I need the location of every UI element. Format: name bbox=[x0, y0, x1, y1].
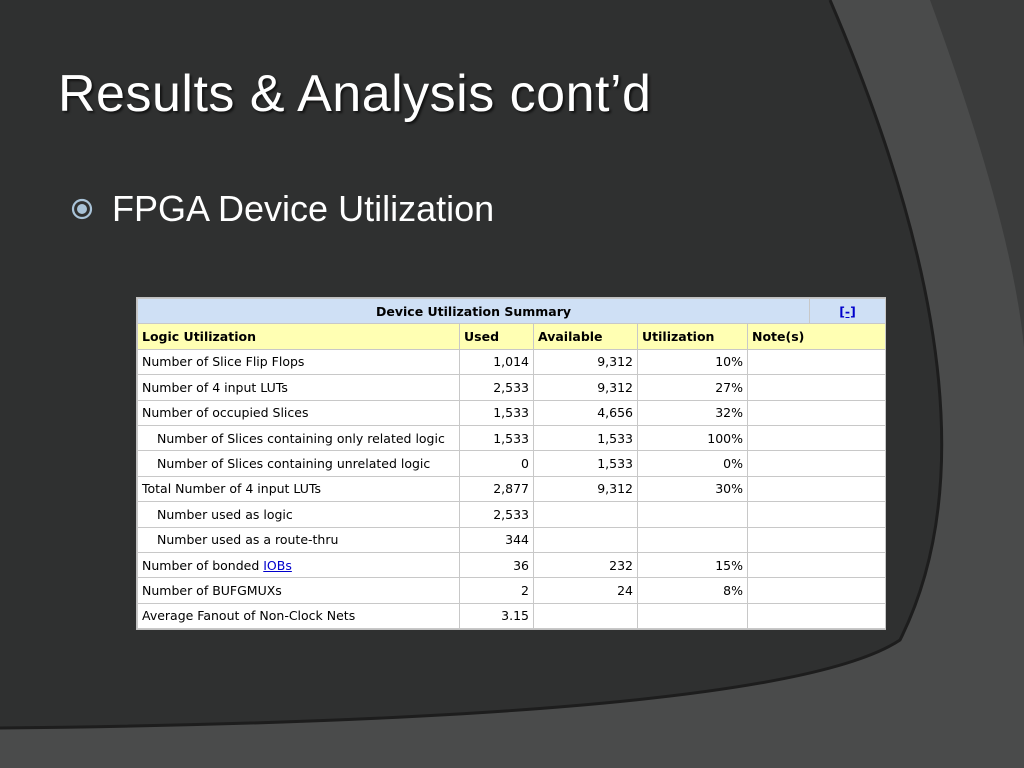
collapse-toggle-cell bbox=[810, 299, 886, 324]
used-value: 36 bbox=[460, 552, 534, 577]
table-row bbox=[138, 349, 886, 374]
row-label: Number of 4 input LUTs bbox=[138, 375, 460, 400]
utilization-value: 8% bbox=[638, 578, 748, 603]
table-row bbox=[138, 578, 886, 603]
available-value: 9,312 bbox=[534, 349, 638, 374]
collapse-toggle-link[interactable]: [-] bbox=[839, 303, 856, 319]
used-value: 1,533 bbox=[460, 400, 534, 425]
column-header-notes: Note(s) bbox=[748, 324, 886, 349]
row-label: Number used as logic bbox=[138, 502, 460, 527]
bullet-item bbox=[70, 188, 494, 230]
row-label: Number used as a route-thru bbox=[138, 527, 460, 552]
available-value bbox=[534, 603, 638, 628]
device-utilization-table bbox=[136, 297, 886, 630]
table-row bbox=[138, 375, 886, 400]
table-row bbox=[138, 527, 886, 552]
row-label: Number of BUFGMUXs bbox=[138, 578, 460, 603]
available-value: 9,312 bbox=[534, 476, 638, 501]
used-value: 344 bbox=[460, 527, 534, 552]
note-value bbox=[748, 603, 886, 628]
utilization-value: 10% bbox=[638, 349, 748, 374]
table-row bbox=[138, 603, 886, 628]
row-label bbox=[138, 552, 460, 577]
used-value: 3.15 bbox=[460, 603, 534, 628]
available-value: 9,312 bbox=[534, 375, 638, 400]
utilization-value bbox=[638, 527, 748, 552]
available-value bbox=[534, 502, 638, 527]
utilization-value: 30% bbox=[638, 476, 748, 501]
table-row bbox=[138, 451, 886, 476]
column-header-used: Used bbox=[460, 324, 534, 349]
used-value: 2 bbox=[460, 578, 534, 603]
utilization-value: 27% bbox=[638, 375, 748, 400]
utilization-value bbox=[638, 502, 748, 527]
table-row bbox=[138, 400, 886, 425]
row-label: Number of Slices containing unrelated logic bbox=[138, 451, 460, 476]
table-row bbox=[138, 476, 886, 501]
column-header-utilization: Utilization bbox=[638, 324, 748, 349]
note-value bbox=[748, 349, 886, 374]
note-value bbox=[748, 400, 886, 425]
note-value bbox=[748, 527, 886, 552]
note-value bbox=[748, 476, 886, 501]
table-title: Device Utilization Summary bbox=[138, 299, 810, 324]
available-value: 232 bbox=[534, 552, 638, 577]
utilization-value: 15% bbox=[638, 552, 748, 577]
row-label: Total Number of 4 input LUTs bbox=[138, 476, 460, 501]
note-value bbox=[748, 502, 886, 527]
used-value: 2,533 bbox=[460, 502, 534, 527]
row-label: Number of Slices containing only related logic bbox=[138, 425, 460, 450]
utilization-value: 100% bbox=[638, 425, 748, 450]
note-value bbox=[748, 451, 886, 476]
available-value: 1,533 bbox=[534, 425, 638, 450]
used-value: 0 bbox=[460, 451, 534, 476]
note-value bbox=[748, 425, 886, 450]
utilization-value: 32% bbox=[638, 400, 748, 425]
used-value: 2,533 bbox=[460, 375, 534, 400]
table-row bbox=[138, 552, 886, 577]
slide-title: Results & Analysis cont’d bbox=[58, 65, 652, 123]
available-value: 1,533 bbox=[534, 451, 638, 476]
used-value: 1,533 bbox=[460, 425, 534, 450]
note-value bbox=[748, 552, 886, 577]
available-value: 4,656 bbox=[534, 400, 638, 425]
available-value bbox=[534, 527, 638, 552]
utilization-value bbox=[638, 603, 748, 628]
column-header-available: Available bbox=[534, 324, 638, 349]
table-row bbox=[138, 425, 886, 450]
note-value bbox=[748, 578, 886, 603]
used-value: 2,877 bbox=[460, 476, 534, 501]
radio-bullet-icon bbox=[70, 197, 94, 221]
bullet-text: FPGA Device Utilization bbox=[112, 188, 495, 229]
table-row bbox=[138, 502, 886, 527]
row-label: Average Fanout of Non-Clock Nets bbox=[138, 603, 460, 628]
iobs-link[interactable]: IOBs bbox=[263, 557, 292, 573]
available-value: 24 bbox=[534, 578, 638, 603]
row-label: Number of Slice Flip Flops bbox=[138, 349, 460, 374]
used-value: 1,014 bbox=[460, 349, 534, 374]
row-label: Number of occupied Slices bbox=[138, 400, 460, 425]
row-label-prefix: Number of bonded bbox=[142, 557, 264, 573]
note-value bbox=[748, 375, 886, 400]
column-header-logic-utilization: Logic Utilization bbox=[138, 324, 460, 349]
utilization-value: 0% bbox=[638, 451, 748, 476]
